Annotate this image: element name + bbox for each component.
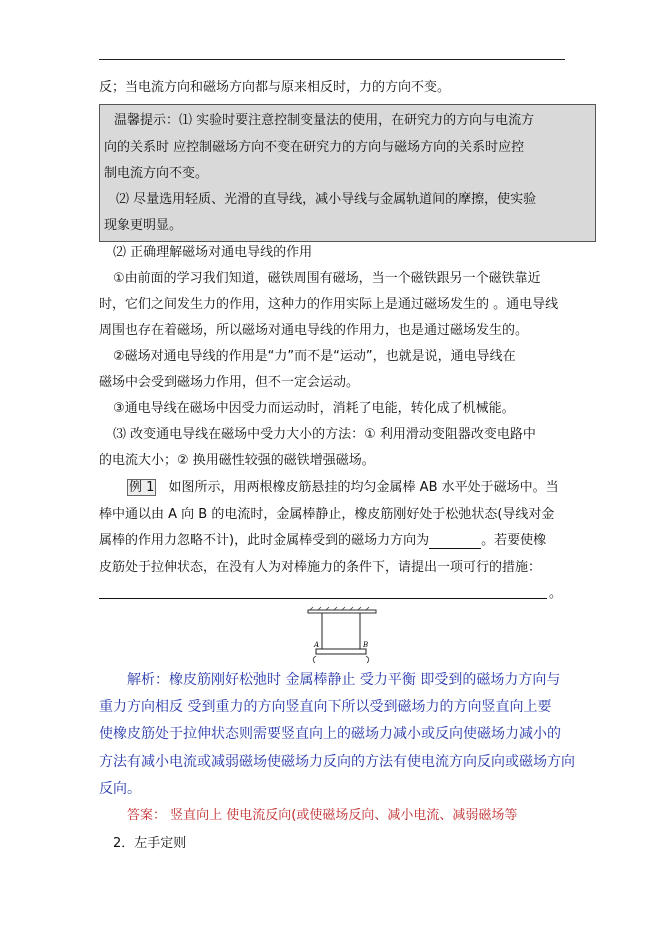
paragraph-line: ①由前面的学习我们知道，磁铁周围有磁场，当一个磁铁跟另一个磁铁靠近 — [113, 271, 541, 286]
answer-line-end: 。 — [549, 586, 563, 601]
example-text: 属棒的作用力忽略不计)，此时金属棒受到的磁场力方向为 — [99, 533, 430, 548]
example-line — [99, 533, 546, 549]
paragraph-line: 时，它们之间发生力的作用，这种力的作用实际上是通过磁场发生的 。通电导线 — [99, 297, 559, 312]
header-rule — [99, 59, 565, 60]
solution-line: 方法有减小电流或减弱磁场使磁场力反向的方法有使电流方向反向或磁场方向 — [99, 754, 575, 770]
section-heading: 2．左手定则 — [113, 836, 187, 851]
hint-line: ⑵ 尽量选用轻质、光滑的直导线，减小导线与金属轨道间的摩擦，使实验 — [116, 192, 537, 207]
hint-line: 温馨提示：⑴ 实验时要注意控制变量法的使用，在研究力的方向与电流方 — [114, 113, 535, 128]
hint-line: 向的关系时 应控制磁场方向不变在研究力的方向与磁场方向的关系时应控 — [104, 140, 525, 155]
example-text: 如图所示，用两根橡皮筋悬挂的均匀金属棒 AB 水平处于磁场中。当 — [168, 480, 559, 495]
answer-blank — [429, 535, 481, 549]
paragraph-line: 周围也存在着磁场，所以磁场对通电导线的作用力，也是通过磁场发生的。 — [99, 323, 529, 338]
paragraph-line: ③通电导线在磁场中因受力而运动时，消耗了电能，转化成了机械能。 — [113, 401, 515, 416]
solution-line: 解析：橡皮筋刚好松弛时 金属棒静止 受力平衡 即受到的磁场力方向与 — [127, 672, 561, 688]
wire-right — [366, 656, 369, 663]
hint-box — [99, 104, 596, 242]
paragraph-line: ⑶ 改变通电导线在磁场中受力大小的方法：① 利用滑动变阻器改变电路中 — [113, 427, 536, 442]
example-line: 皮筋处于拉伸状态，在没有人为对棒施力的条件下，请提出一项可行的措施： — [99, 560, 542, 575]
solution-line: 使橡皮筋处于拉伸状态则需要竖直向上的磁场力减小或反向使磁场力减小的 — [99, 726, 561, 742]
answer-text: 答案： 竖直向上 使电流反向(或使磁场反向、减小电流、减弱磁场等 — [127, 808, 518, 823]
answer-line — [99, 598, 547, 599]
hint-line: 现象更明显。 — [104, 218, 183, 233]
section-heading: ⑵ 正确理解磁场对通电导线的作用 — [113, 245, 313, 260]
example-text: 。若要使橡 — [481, 533, 547, 548]
solution-line: 反向。 — [99, 781, 141, 797]
hint-line: 制电流方向不变。 — [104, 166, 209, 181]
paragraph-line: 的电流大小；② 换用磁性较强的磁铁增强磁场。 — [99, 453, 375, 468]
example-line: 棒中通以由 A 向 B 的电流时，金属棒静止，橡皮筋刚好处于松弛状态(导线对金 — [99, 507, 555, 522]
ceiling-support — [308, 607, 376, 613]
paragraph-line: 磁场中会受到磁场力作用，但不一定会运动。 — [99, 375, 360, 390]
label-a: A — [314, 641, 320, 649]
metal-rod — [316, 649, 366, 654]
paragraph-line: 反；当电流方向和磁场方向都与原来相反时，力的方向不变。 — [99, 80, 451, 95]
label-b: B — [363, 641, 369, 649]
suspended-rod-figure — [302, 606, 382, 668]
example-tag: 例 1 — [129, 480, 155, 495]
paragraph-line: ②磁场对通电导线的作用是“力”而不是“运动”，也就是说，通电导线在 — [113, 349, 516, 364]
solution-line: 重力方向相反 受到重力的方向竖直向下所以受到磁场力的方向竖直向上要 — [99, 699, 552, 715]
wire-left — [313, 656, 316, 663]
example-line — [127, 480, 559, 496]
